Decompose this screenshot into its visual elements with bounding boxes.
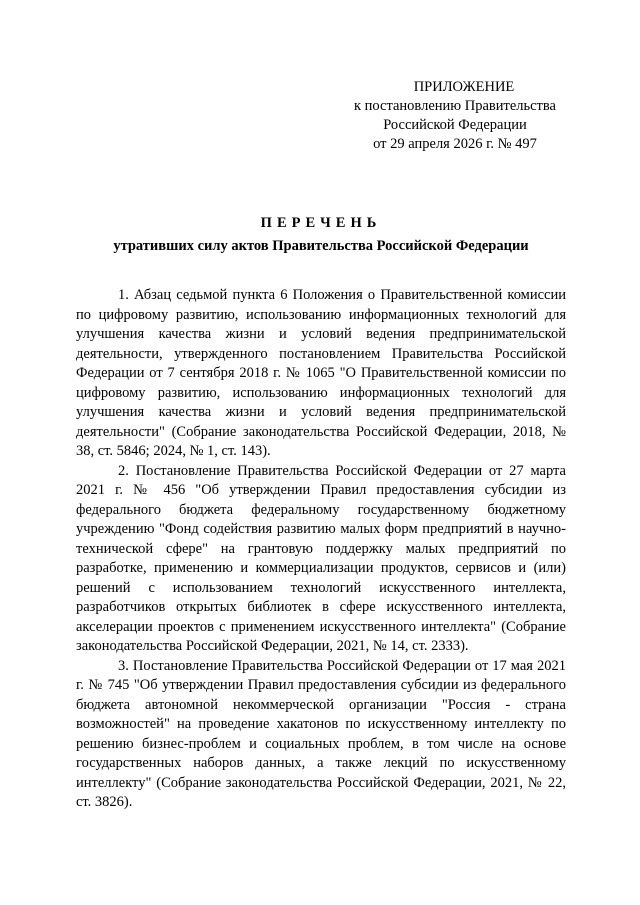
- list-item-1: 1. Абзац седьмой пункта 6 Положения о Правительственной комиссии по цифровому развитию, использованию информационных технологий для улучшения качества жизни и условий ведения предпринимательской деятельности, утвержденного постановлением Правительства Российской Федерации от 7 сентября 2018 г. № 1065 "О Правительственной комиссии по цифровому развитию, использованию информационных технологий для улучшения качества жизни и условий ведения предпринимательской деятельности" (Собрание законодательства Российской Федерации, 2018, № 38, ст. 5846; 2024, № 1, ст. 143).: [76, 287, 566, 459]
- document-heading: ПЕРЕЧЕНЬ: [260, 215, 382, 231]
- appendix-line-2: Российской Федерации: [383, 117, 527, 133]
- document-body: [76, 286, 566, 813]
- list-item-3: 3. Постановление Правительства Российской Федерации от 17 мая 2021 г. № 745 "Об утверждении Правил предоставления субсидии из федерального бюджета автономной некоммерческой организации "Россия - страна возможностей" на проведение хакатонов по искусственному интеллекту по решению бизнес-проблем и социальных проблем, в том числе на основе государственных наборов данных, а также лекций по искусственному интеллекту" (Собрание законодательства Российской Федерации, 2021, № 22, ст. 3826).: [76, 657, 566, 810]
- list-item-2: 2. Постановление Правительства Российской Федерации от 27 марта 2021 г. № 456 "Об утверждении Правил предоставления субсидии из федерального бюджета федеральному государственному бюджетному учреждению "Фонд содействия развитию малых форм предприятий в научно-технической сфере" на грантовую поддержку малых предприятий по разработке, применению и коммерциализации продуктов, сервисов и (или) решений с использованием технологий искусственного интеллекта, разработчиков открытых библиотек в сфере искусственного интеллекта, акселерации проектов с применением искусственного интеллекта" (Собрание законодательства Российской Федерации, 2021, № 14, ст. 2333).: [76, 462, 566, 654]
- appendix-block: [330, 78, 580, 154]
- appendix-title: ПРИЛОЖЕНИЕ: [413, 79, 515, 95]
- appendix-line-3: от 29 апреля 2026 г. № 497: [373, 136, 537, 152]
- appendix-line-1: к постановлению Правительства: [354, 98, 556, 114]
- document-subheading: утративших силу актов Правительства Российской Федерации: [113, 238, 529, 254]
